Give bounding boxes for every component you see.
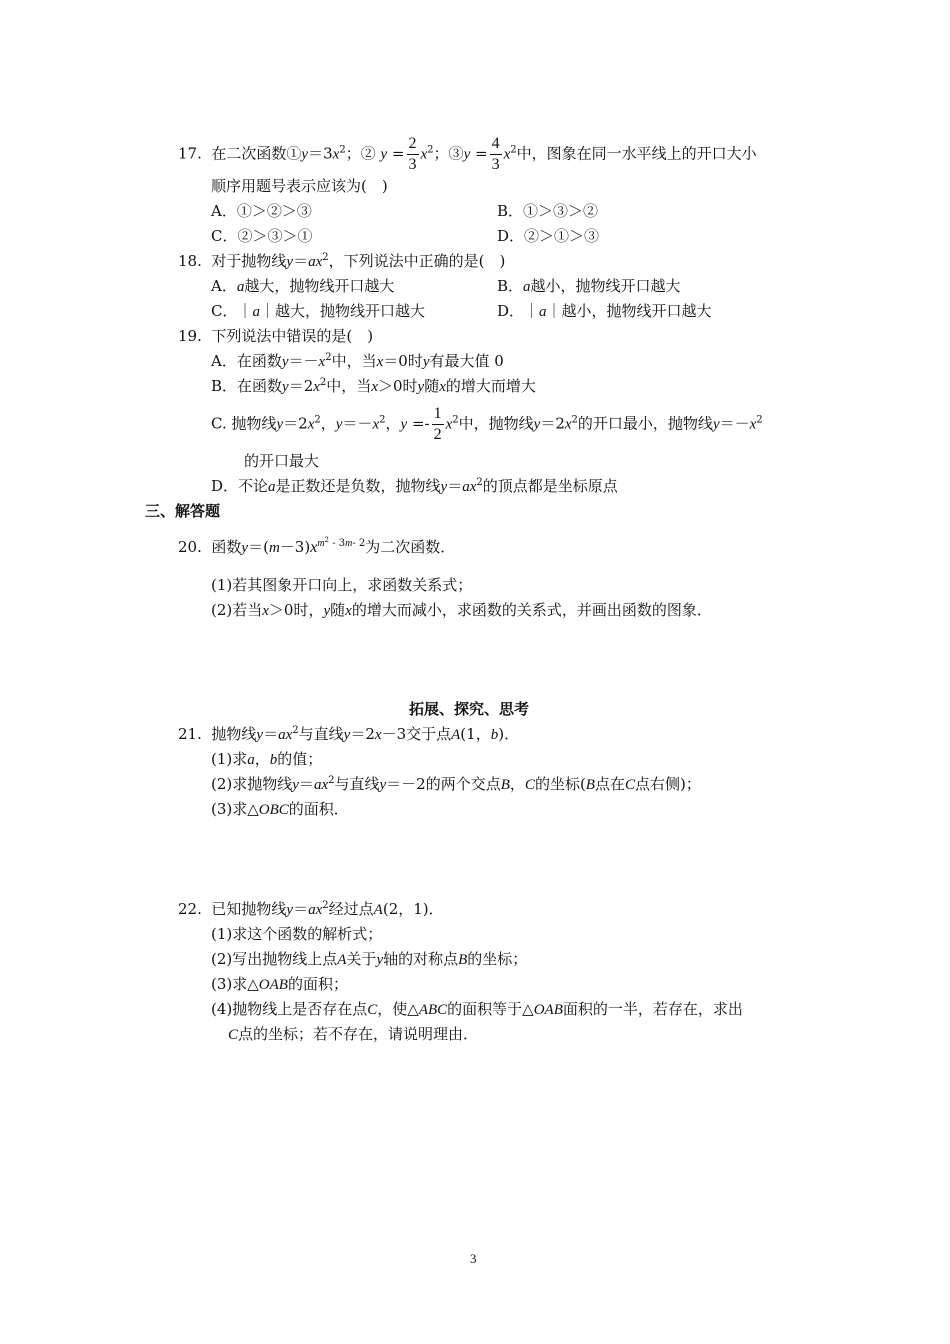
q22-part-4-cont: C点的坐标；若不存在，请说明理由． (228, 1025, 479, 1043)
q20-part-2: (2)若当x＞0时，y随x的增大而减小，求函数的关系式，并画出函数的图象． (211, 601, 712, 619)
q18-option-d: D．｜a｜越小，抛物线开口越大 (497, 302, 712, 320)
q22-stem: 22. 已知抛物线$y=ax^2$经过点A(2，1)． (178, 900, 444, 918)
page-number: 3 (470, 1251, 477, 1266)
q20-part-1: (1)若其图象开口向上，求函数关系式； (211, 576, 473, 594)
q19-option-d: D．不论a是正数还是负数，抛物线$y=ax^2$的顶点都是坐标原点 (211, 477, 618, 495)
q17-stem: 17. 在二次函数$①y=3x^2$；② y = $\frac{2}{3}$ $x^2$；③y = $\frac{4}{3}$ $x^2$中，图象在同一水平线上的开口大小 (178, 135, 757, 173)
subheading: 拓展、探究、思考 (409, 700, 530, 718)
q20-stem: 20. 函数$y=(m-3)x^{m^2 - 3m- 2}$为二次函数． (178, 536, 456, 556)
q18-option-c: C．｜a｜越大，抛物线开口越大 (211, 302, 425, 320)
q19-stem: 19. 下列说法中错误的是( ) (178, 327, 374, 345)
q17-option-b: B．①＞③＞② (497, 202, 599, 220)
q17-options-ab (211, 201, 811, 221)
q22-part-3: (3)求△OAB的面积； (211, 975, 348, 993)
q21-stem: 21. 抛物线$y=ax^2$与直线y＝2x－3交于点A(1，b)． (178, 725, 520, 743)
q18-option-a: A．a越大，抛物线开口越大 (211, 277, 395, 295)
q17-options-cd (211, 226, 811, 246)
section-heading: 三、解答题 (145, 502, 221, 520)
q22-part-4: (4)抛物线上是否存在点C，使△ABC的面积等于△OAB面积的一半，若存在，求出 (211, 1000, 743, 1018)
q18-options-ab (211, 276, 811, 297)
fraction-1-2: $\frac{1}{2}$ (433, 405, 442, 443)
q17-option-d: D．②＞①＞③ (497, 227, 600, 245)
q18-stem: 18. 对于抛物线$y=ax^2$，下列说法中正确的是( ) (178, 252, 506, 270)
fraction-4-3: $\frac{4}{3}$ (491, 135, 500, 173)
q17-option-a: A．①＞②＞③ (211, 202, 312, 220)
q22-part-2: (2)写出抛物线上点A关于y轴的对称点B的坐标； (211, 950, 528, 968)
q19-option-c: C. 抛物线$y=2x^2$，$y=-x^2$，y =- $\frac{1}{2}$ $x^2$中，抛物线$y=2x^2$的开口最小，抛物线$y=-x^2$ (211, 405, 763, 443)
q17-stem-cont: 顺序用题号表示应该为( ) (211, 177, 388, 195)
q19-option-b: B．在函数$y=2x^2$中，当x＞0时y随x的增大而增大 (211, 377, 536, 395)
q19-option-c-cont: 的开口最大 (244, 452, 320, 470)
q21-part-1: (1)求a，b的值； (211, 750, 323, 768)
q21-part-3: (3)求△OBC的面积． (211, 800, 349, 818)
q21-part-2: (2)求抛物线$y=ax^2$与直线y＝－2的两个交点B，C的坐标(B点在C点右侧)； (211, 775, 701, 793)
q18-options-cd (211, 301, 811, 322)
q22-part-1: (1)求这个函数的解析式； (211, 925, 383, 943)
q19-option-a: A．在函数$y=-x^2$中，当x＝0时y有最大值 0 (211, 352, 504, 370)
q18-option-b: B．a越小，抛物线开口越大 (497, 277, 681, 295)
fraction-2-3: $\frac{2}{3}$ (408, 135, 417, 173)
q17-option-c: C．②＞③＞① (211, 227, 313, 245)
